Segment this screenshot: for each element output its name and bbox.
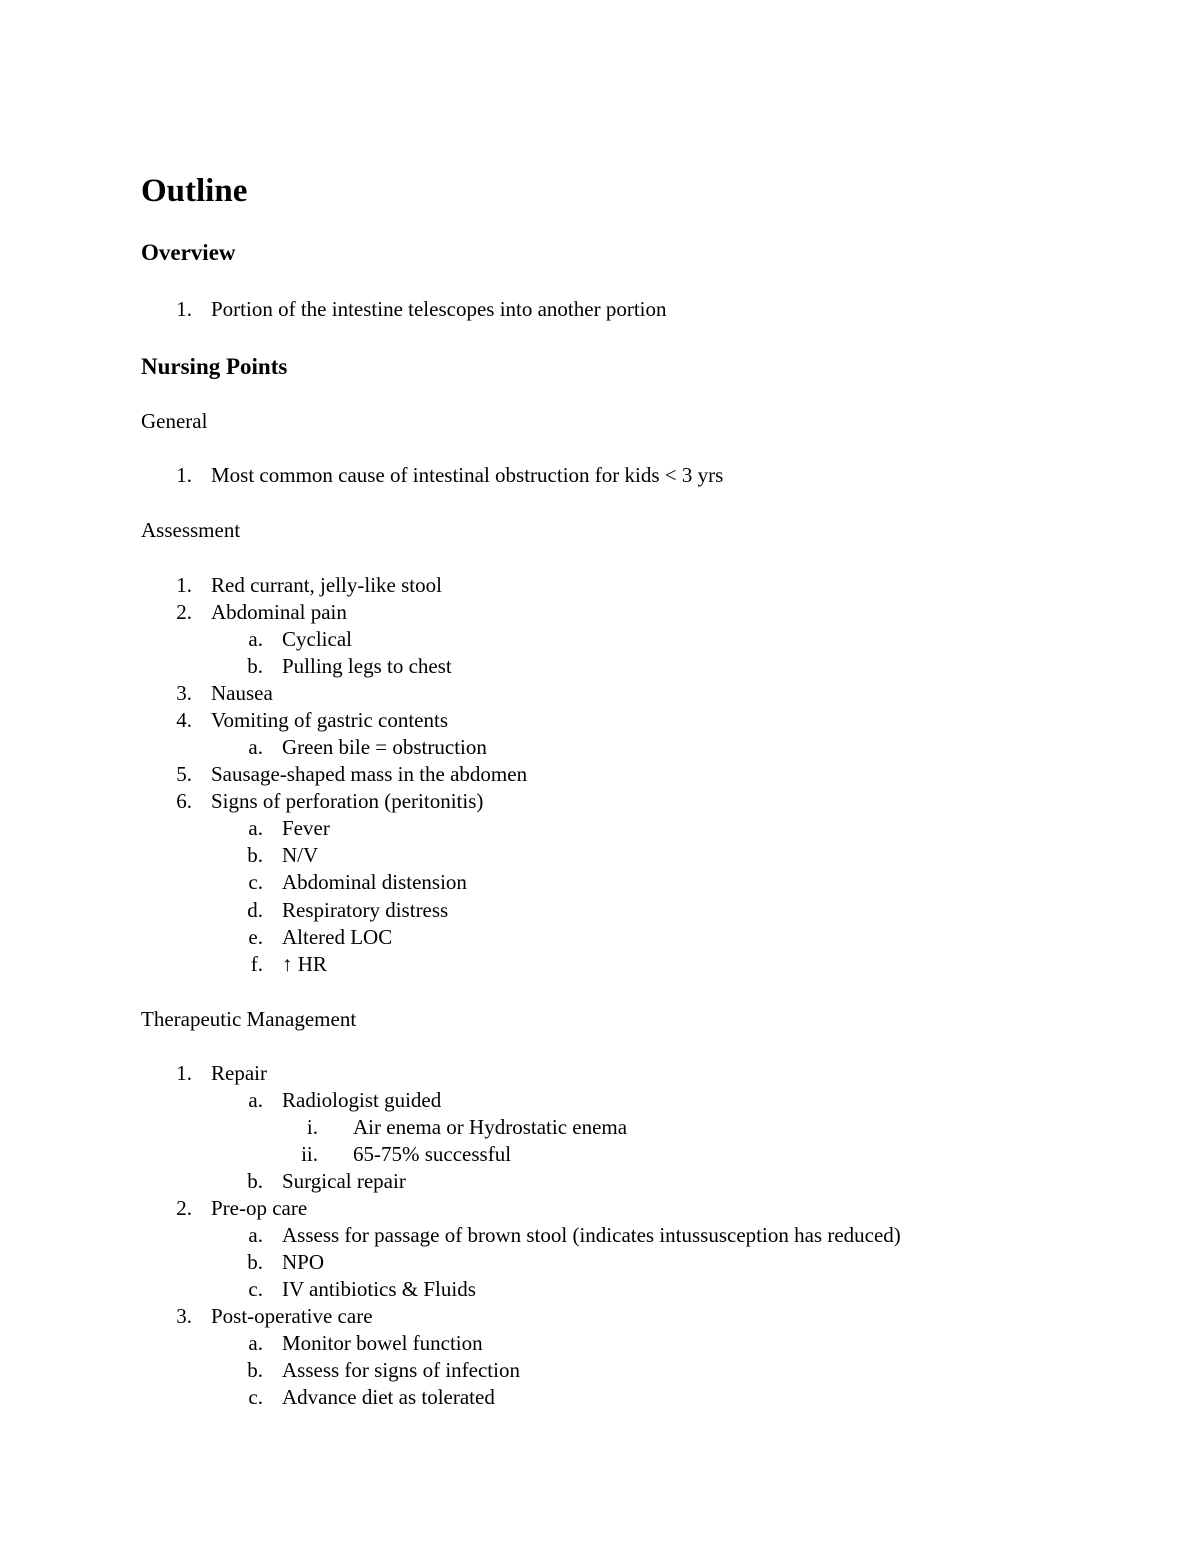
page-title: Outline — [141, 173, 248, 209]
sub-list-marker: c. — [248, 870, 263, 894]
sub-list-marker: d. — [247, 898, 263, 922]
sub-sub-list-marker: ii. — [301, 1142, 318, 1166]
sub-list-item: Respiratory distress — [282, 898, 449, 922]
list-marker: 1. — [176, 463, 192, 487]
list-item: Abdominal pain — [211, 600, 347, 624]
sub-list-marker: a. — [248, 735, 263, 759]
list-marker: 2. — [176, 600, 192, 624]
list-item: Portion of the intestine telescopes into another portion — [211, 297, 667, 321]
sub-list-marker: a. — [248, 1331, 263, 1355]
list-item: Pre-op care — [211, 1196, 308, 1220]
sub-list-item: Radiologist guided — [282, 1088, 442, 1112]
sub-list-marker: a. — [248, 627, 263, 651]
list-item: Nausea — [211, 681, 273, 705]
sub-list-item: Assess for signs of infection — [282, 1358, 520, 1382]
sub-list-marker: b. — [247, 1358, 263, 1382]
list-marker: 3. — [176, 681, 192, 705]
list-item: Red currant, jelly-like stool — [211, 573, 442, 597]
sub-list-marker: b. — [247, 1169, 263, 1193]
sub-list-item: Monitor bowel function — [282, 1331, 483, 1355]
section-heading-overview: Overview — [141, 240, 236, 265]
sub-list-item: Assess for passage of brown stool (indicates intussusception has reduced) — [282, 1223, 901, 1247]
list-item: Signs of perforation (peritonitis) — [211, 789, 484, 813]
list-marker: 4. — [176, 708, 192, 732]
list-item: Sausage-shaped mass in the abdomen — [211, 762, 528, 786]
list-marker: 1. — [176, 297, 192, 321]
sub-list-item: IV antibiotics & Fluids — [282, 1277, 476, 1301]
sub-list-item: Pulling legs to chest — [282, 654, 452, 678]
sub-sub-list-item: Air enema or Hydrostatic enema — [353, 1115, 628, 1139]
list-item: Post-operative care — [211, 1304, 373, 1328]
sub-list-item: Green bile = obstruction — [282, 735, 487, 759]
sub-list-item: Advance diet as tolerated — [282, 1385, 495, 1409]
sub-list-marker: a. — [248, 816, 263, 840]
list-marker: 5. — [176, 762, 192, 786]
sub-list-item: Fever — [282, 816, 330, 840]
sub-list-marker: b. — [247, 654, 263, 678]
list-item: Vomiting of gastric contents — [211, 708, 448, 732]
sub-sub-list-marker: i. — [306, 1115, 318, 1139]
subsection-heading-assessment: Assessment — [141, 518, 241, 542]
sub-list-marker: a. — [248, 1088, 263, 1112]
list-marker: 3. — [176, 1304, 192, 1328]
sub-list-marker: c. — [248, 1385, 263, 1409]
list-marker: 1. — [176, 573, 192, 597]
sub-list-item: Surgical repair — [282, 1169, 406, 1193]
list-item: Most common cause of intestinal obstruction for kids < 3 yrs — [211, 463, 724, 487]
sub-list-marker: a. — [248, 1223, 263, 1247]
subsection-heading-general: General — [141, 409, 208, 433]
list-marker: 1. — [176, 1061, 192, 1085]
sub-list-item: ↑ HR — [282, 952, 327, 976]
sub-list-marker: b. — [247, 843, 263, 867]
sub-list-item: Cyclical — [282, 627, 352, 651]
sub-list-marker: f. — [250, 952, 263, 976]
sub-list-item: N/V — [282, 843, 319, 867]
sub-list-item: Abdominal distension — [282, 870, 467, 894]
sub-list-marker: e. — [248, 925, 263, 949]
sub-sub-list-item: 65-75% successful — [353, 1142, 512, 1166]
section-heading-nursing-points: Nursing Points — [141, 354, 288, 379]
subsection-heading-therapeutic-management: Therapeutic Management — [141, 1007, 357, 1031]
sub-list-item: NPO — [282, 1250, 325, 1274]
sub-list-item: Altered LOC — [282, 925, 393, 949]
sub-list-marker: c. — [248, 1277, 263, 1301]
sub-list-marker: b. — [247, 1250, 263, 1274]
list-marker: 2. — [176, 1196, 192, 1220]
list-item: Repair — [211, 1061, 267, 1085]
list-marker: 6. — [176, 789, 192, 813]
